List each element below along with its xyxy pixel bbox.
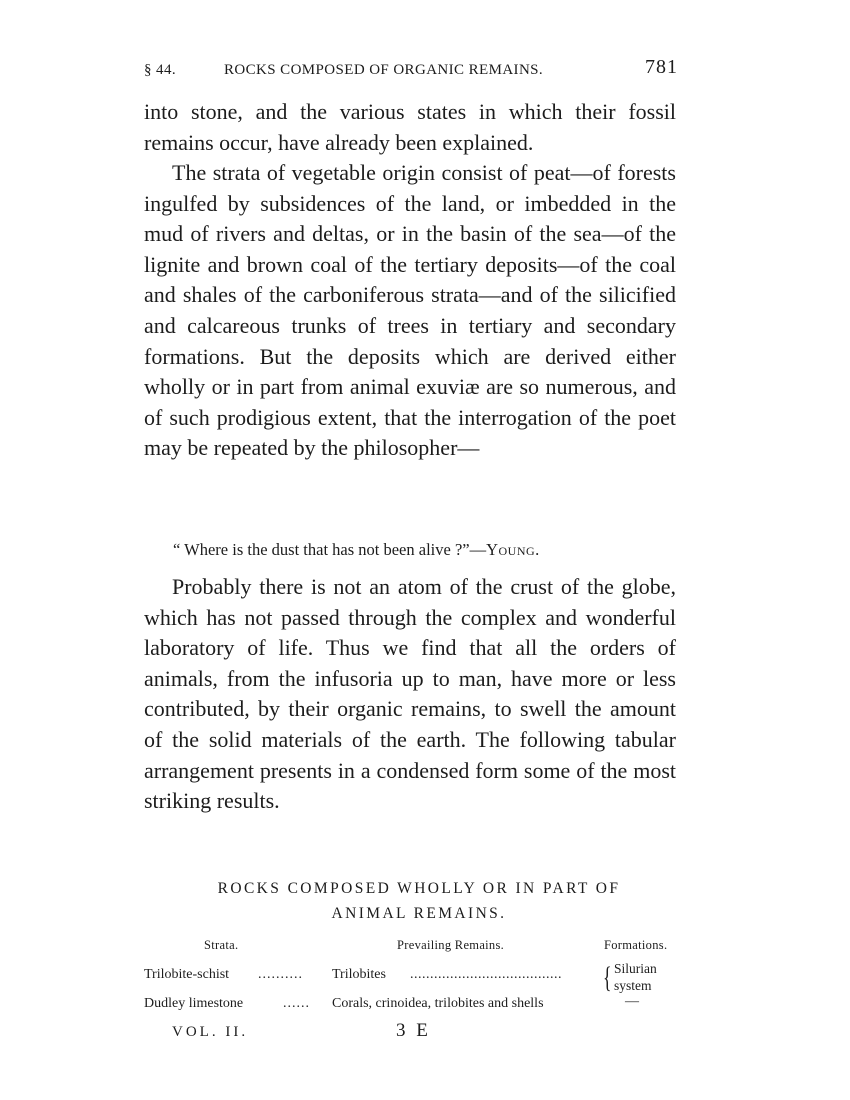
strata-cell: Dudley limestone [144,996,244,1011]
signature-mark: 3 E [396,1020,431,1041]
table-row [144,961,694,994]
page-footer [172,1020,472,1050]
brace-glyph: { [603,961,612,994]
table-title-line-2: ANIMAL REMAINS. [331,905,507,922]
column-header-remains: Prevailing Remains. [397,938,505,952]
leader-dots: ...................................... [410,967,562,982]
table-row [144,992,694,1018]
section-number: § 44. [144,62,176,78]
table-column-headers [144,938,684,958]
formation-line-2: system [614,978,652,993]
leader-dots: ...... [283,996,310,1011]
volume-marker: VOL. II. [172,1024,249,1040]
quotation-text: “ Where is the dust that has not been alive ?”— [173,540,487,559]
column-header-strata: Strata. [204,938,239,952]
running-title: ROCKS COMPOSED OF ORGANIC REMAINS. [224,62,544,78]
formation-line-1: Silurian [614,961,657,976]
paragraph-vegetable-strata: The strata of vegetable origin consist of peat—of forests ingulfed by subsidences of the land, or imbedded in the mud of rivers and deltas, or in the basin of the sea—of the lignite and brown coal of the tertiary deposits—of the coal and shales of the carboniferous strata—and of the silicified and calcareous trunks of trees in tertiary and secondary formations. But the deposits which are derived either wholly or in part from animal exuviæ are so numerous, and of such prodigious extent, that the interrogation of the poet may be repeated by the philosopher— [144,160,676,461]
formation-cell [614,960,657,994]
strata-cell: Trilobite-schist [144,967,230,982]
running-header [144,56,680,86]
page-number: 781 [645,56,678,78]
paragraph-continued: into stone, and the various states in which their fossil remains occur, have already been explained. [144,99,676,155]
poet-quotation [173,539,673,561]
column-header-formations: Formations. [604,938,668,952]
remains-cell: Trilobites [332,967,386,982]
remains-cell: Corals, crinoidea, trilobites and shells [332,996,544,1011]
paragraph-organic-laboratory: Probably there is not an atom of the crust of the globe, which has not passed through the complex and wonderful laboratory of life. Thus we find that all the orders of animals, from the infusoria up to man, have more or less contributed, by their organic remains, to swell the amount of the solid materials of the earth. The following tabular arrangement presents in a condensed form some of the most striking results. [144,574,676,814]
table-title [144,876,694,926]
table-title-line-1: ROCKS COMPOSED WHOLLY OR IN PART OF [217,880,621,897]
quotation-author: Young. [486,540,540,559]
leader-dots: .......... [258,967,303,982]
formation-cell: — [625,994,639,1009]
